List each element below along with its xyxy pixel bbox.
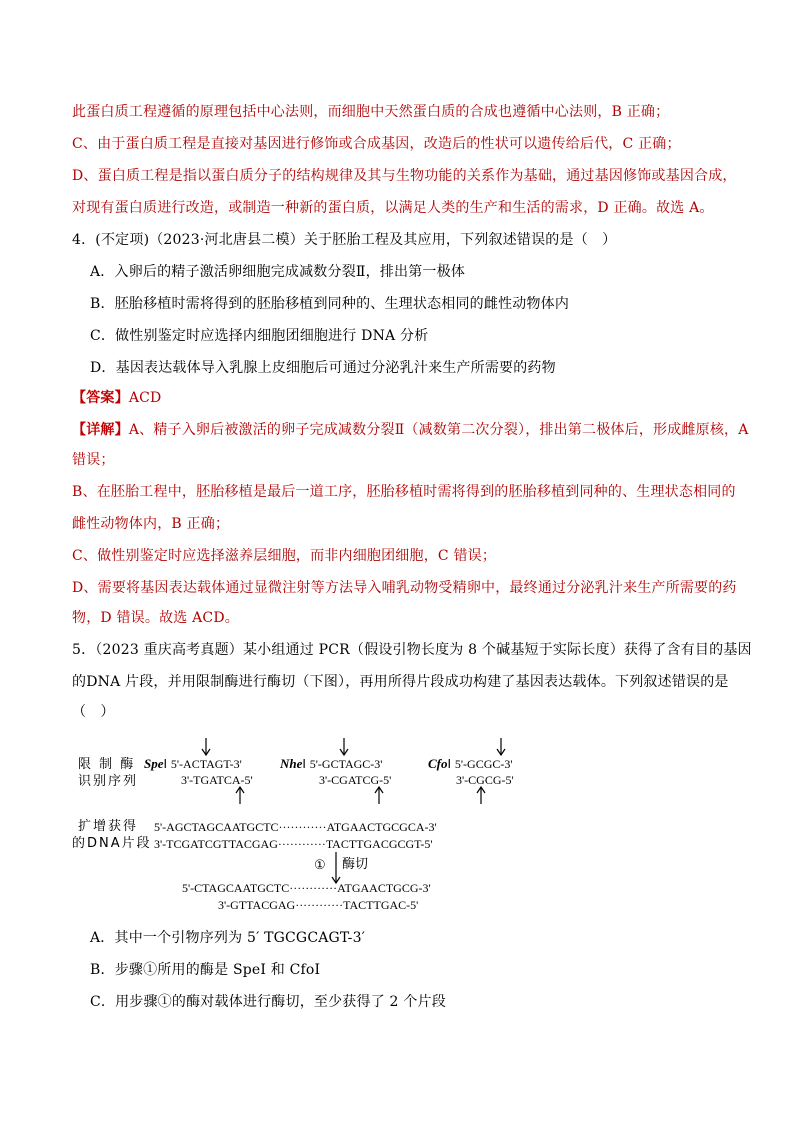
question-5-option-a: A．其中一个引物序列为 5′ TGCGCAGT-3′ xyxy=(90,930,366,946)
prev-explanation-line: D、蛋白质工程是指以蛋白质分子的结构规律及其与生物功能的关系作为基础，通过基因修饰或基因合成， xyxy=(72,168,737,184)
question-4-detail-line: 错误； xyxy=(72,452,115,468)
question-4-answer xyxy=(72,388,161,408)
site-top-strand: 5'-GCTAGC-3' xyxy=(309,757,383,771)
site-bottom-strand: 3'-CGCG-5' xyxy=(456,773,514,787)
fragment-top-strand: 5'-AGCTAGCAATGCTC············ATGAACTGCGCA-3' xyxy=(154,820,437,834)
enzyme-suffix: Ⅰ xyxy=(163,757,168,771)
fragment-bottom-strand: 3'-TCGATCGTTACGAG············TACTTGACGCGT-5' xyxy=(154,837,433,851)
prev-explanation-line: C、由于蛋白质工程是直接对基因进行修饰或合成基因，改造后的性状可以遗传给后代，C 正确； xyxy=(72,136,681,152)
site-top-strand: 5'-GCGC-3' xyxy=(454,757,513,771)
answer-value: ACD xyxy=(128,390,162,406)
enzyme-label: 限 制 酶 xyxy=(78,757,136,772)
question-5-stem: 5．（2023 重庆高考真题）某小组通过 PCR（假设引物长度为 8 个碱基短于实际长度）获得了含有目的基因 xyxy=(72,642,752,658)
fragment-label: 扩增获得 xyxy=(78,819,139,834)
enzyme-suffix: Ⅰ xyxy=(447,757,452,771)
question-4-option-a: A．入卵后的精子激活卵细胞完成减数分裂Ⅱ，排出第一极体 xyxy=(90,264,466,280)
nhei-site xyxy=(280,757,382,771)
question-5-stem-line: （ ） xyxy=(72,704,115,720)
enzyme-name: Nhe xyxy=(280,756,303,771)
cut-arrow-up-icon xyxy=(475,786,487,804)
step-arrow-down-icon xyxy=(330,852,342,884)
enzyme-suffix: Ⅰ xyxy=(302,757,306,771)
detail-tag: 【详解】 xyxy=(72,422,129,438)
question-4-detail-line: 物，D 错误。故选 ACD。 xyxy=(72,610,239,626)
cut-bottom-strand: 3'-GTTACGAG············TACTTGAC-5' xyxy=(218,898,419,912)
question-4-option-c: C．做性别鉴定时应选择内细胞团细胞进行 DNA 分析 xyxy=(90,328,429,344)
cut-arrow-up-icon xyxy=(373,786,385,804)
site-bottom-strand: 3'-CGATCG-5' xyxy=(319,773,392,787)
question-4-detail-line: D、需要将基因表达载体通过显微注射等方法导入哺乳动物受精卵中，最终通过分泌乳汁来生产所需要的药 xyxy=(72,580,737,596)
question-4-stem: 4．(不定项)（2023·河北唐县二模）关于胚胎工程及其应用，下列叙述错误的是（ ） xyxy=(72,232,617,248)
question-4-detail-line: 雌性动物体内，B 正确； xyxy=(72,516,230,532)
site-top-strand: 5'-ACTAGT-3' xyxy=(170,757,242,771)
question-4-detail xyxy=(72,420,749,440)
question-5-stem-line: 的DNA 片段，并用限制酶进行酶切（下图），再用所得片段成功构建了基因表达载体。下列叙述错误的是 xyxy=(72,674,729,690)
question-5-option-c: C．用步骤①的酶对载体进行酶切，至少获得了 2 个片段 xyxy=(90,994,446,1010)
cfoi-site xyxy=(428,757,513,771)
spei-site xyxy=(144,757,242,771)
prev-explanation-line: 对现有蛋白质进行改造，或制造一种新的蛋白质，以满足人类的生产和生活的需求，D 正确。故选 A。 xyxy=(72,200,714,216)
cut-arrow-up-icon xyxy=(234,786,246,804)
restriction-enzyme-diagram xyxy=(72,728,572,918)
cut-arrow-down-icon xyxy=(200,738,212,756)
cut-top-strand: 5'-CTAGCAATGCTC············ATGAACTGCG-3' xyxy=(182,881,431,895)
site-bottom-strand: 3'-TGATCA-5' xyxy=(181,773,253,787)
step-label: 酶切 xyxy=(342,857,369,872)
question-4-detail-line: C、做性别鉴定时应选择滋养层细胞，而非内细胞团细胞，C 错误； xyxy=(72,548,497,564)
fragment-label: 的DNA片段 xyxy=(72,836,152,851)
prev-explanation-line: 此蛋白质工程遵循的原理包括中心法则，而细胞中天然蛋白质的合成也遵循中心法则，B 正确； xyxy=(72,104,670,120)
enzyme-name: Cfo xyxy=(428,756,448,771)
enzyme-name: Spe xyxy=(144,756,164,771)
question-4-detail-line: B、在胚胎工程中，胚胎移植是最后一道工序，胚胎移植时需将得到的胚胎移植到同种的、生理状态相同的 xyxy=(72,484,736,500)
cut-arrow-down-icon xyxy=(338,738,350,756)
detail-text: A、精子入卵后被激活的卵子完成减数分裂Ⅱ（减数第二次分裂），排出第二极体后，形成雌原核，A xyxy=(128,422,749,438)
question-5-option-b: B．步骤①所用的酶是 SpeI 和 CfoI xyxy=(90,962,321,978)
answer-tag: 【答案】 xyxy=(72,390,129,406)
question-4-option-d: D．基因表达载体导入乳腺上皮细胞后可通过分泌乳汁来生产所需要的药物 xyxy=(90,360,556,376)
question-4-option-b: B．胚胎移植时需将得到的胚胎移植到同种的、生理状态相同的雌性动物体内 xyxy=(90,296,570,312)
enzyme-label: 识别序列 xyxy=(78,774,139,789)
cut-arrow-down-icon xyxy=(495,738,507,756)
step-number: ① xyxy=(314,857,326,872)
